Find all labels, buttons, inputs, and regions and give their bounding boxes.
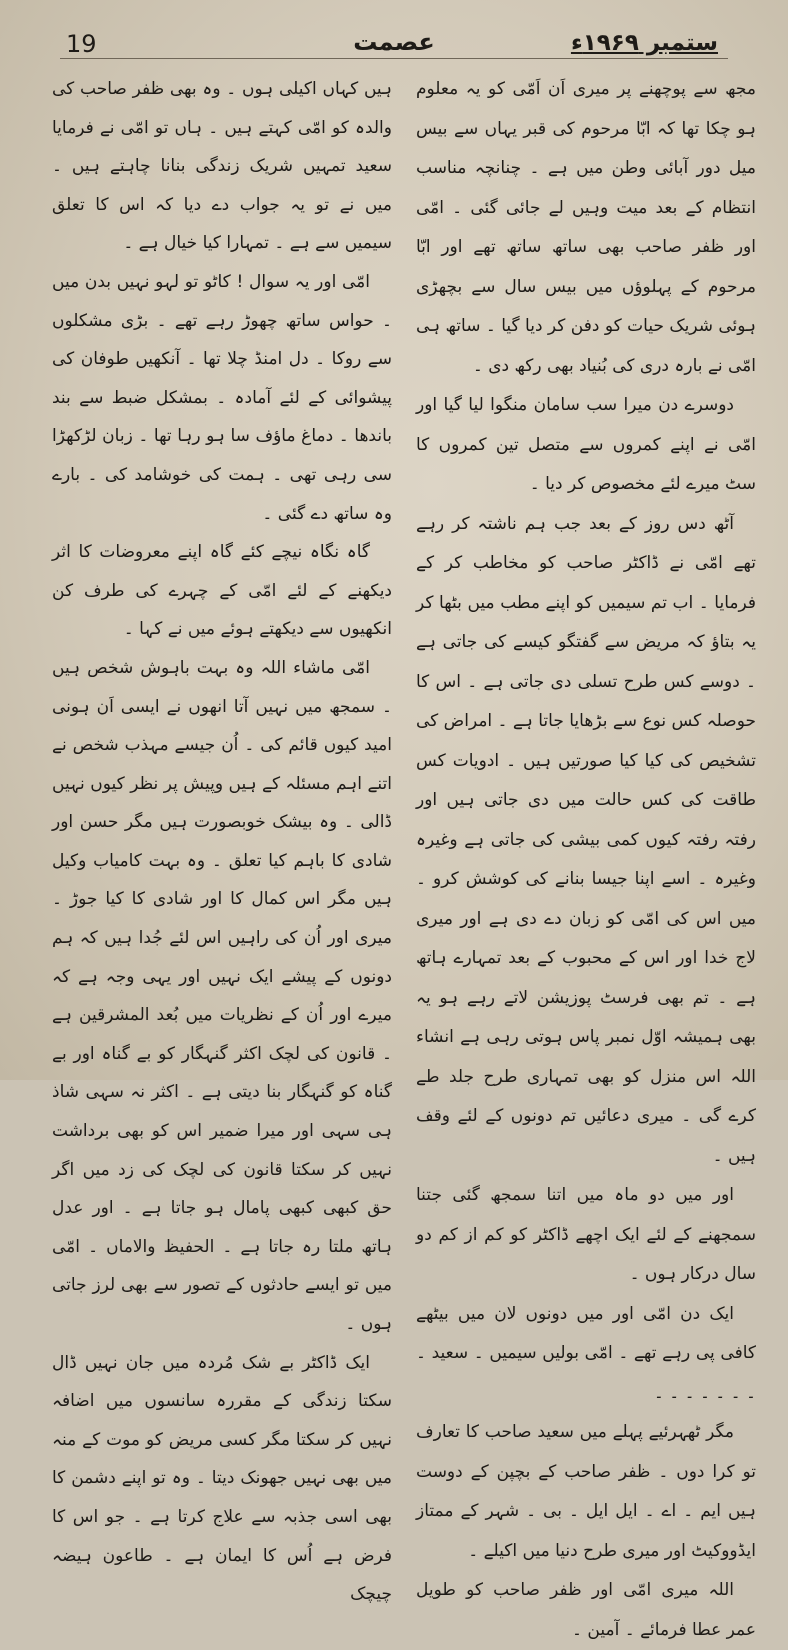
issue-date: ستمبر ۱۹۶۹ء [570, 30, 718, 56]
paragraph: ایک دن امّی اور میں دونوں لان میں بیٹھے کافی پی رہے تھے ۔ امّی بولیں سیمیں ۔ سعید ۔ ۔ ۔ ۔ ۔ ۔ ۔ ۔ [416, 1303, 756, 1403]
paragraph: ایک ڈاکٹر بے شک مُردہ میں جان نہیں ڈال سکتا زندگی کے مقررہ سانسوں میں اضافہ نہیں کر سکتا مگر کسی مریض کو موت کے منہ میں بھی نہیں جھونک دیتا ۔ وہ تو اپنے دشمن کا بھی اسی جذبہ سے علاج کرتا ہے ۔ جو اس کا فرض ہے اُس کا ایمان ہے ۔ طاعون ہیضہ چیچک [52, 1352, 392, 1605]
paragraph: امّی اور یہ سوال ! کاٹو تو لہو نہیں بدن میں ۔ حواس ساتھ چھوڑ رہے تھے ۔ بڑی مشکلوں سے روکا ۔ دل امنڈ چلا تھا ۔ آنکھیں طوفان کی پیشوائی کے لئے آمادہ ۔ بمشکل ضبط سے بند باندھا ۔ دماغ ماؤف سا ہو رہا تھا ۔ زبان لڑکھڑا سی رہی تھی ۔ ہمت کی خوشامد کی ۔ بارے وہ ساتھ دے گئی ۔ [52, 271, 392, 524]
right-column [416, 70, 756, 1650]
paragraph: مگر ٹھہرئیے پہلے میں سعید صاحب کا تعارف تو کرا دوں ۔ ظفر صاحب کے بچپن کے دوست ہیں ایم ۔ اے ۔ ایل ایل ۔ بی ۔ شہر کے ممتاز ایڈووکیٹ اور میری طرح دنیا میں اکیلے ۔ [416, 1422, 756, 1561]
paragraph: ہیں کہاں اکیلی ہوں ۔ وہ بھی ظفر صاحب کی والدہ کو امّی کہتے ہیں ۔ ہاں تو امّی نے فرمایا سعید تمہیں شریک زندگی بنانا چاہتے ہیں ۔ میں نے تو یہ جواب دے دیا کہ اس کا تعلق سیمیں سے ہے ۔ تمہارا کیا خیال ہے ۔ [52, 79, 392, 254]
paragraph: دوسرے دن میرا سب سامان منگوا لیا گیا اور امّی نے اپنے کمروں سے متصل تین کمروں کا سٹ میرے لئے مخصوص کر دیا ۔ [416, 395, 756, 494]
page-header [0, 18, 788, 62]
left-column [52, 70, 392, 1614]
header-divider [60, 58, 728, 59]
paragraph: امّی ماشاء اللہ وہ بہت باہوش شخص ہیں ۔ سمجھ میں نہیں آتا انھوں نے ایسی اَن ہونی امید کیوں قائم کی ۔ اُن جیسے مہذب شخص نے اتنے اہم مسئلہ کے ہیں وپیش پر نظر کیوں نہیں ڈالی ۔ وہ بیشک خوبصورت ہیں مگر حسن اور شادی کا باہم کیا تعلق ۔ وہ بہت کامیاب وکیل ہیں مگر اس کمال کا اور شادی کا کیا جوڑ ۔ میری اور اُن کی راہیں اس لئے جُدا ہیں کہ ہم دونوں کے پیشے ایک نہیں اور یہی وجہ ہے کہ میرے اور اُن کے نظریات میں بُعد المشرقین ہے ۔ قانون کی لچک اکثر گنہگار کو بے گناہ اور بے گناہ کو گنہگار بنا دیتی ہے ۔ اکثر نہ سہی شاذ ہی سہی اور میرا ضمیر اس کو بھی برداشت نہیں کر سکتا قانون کی لچک کی زد میں اگر حق کبھی کبھی پامال ہو جاتا ہے ۔ اور عدل ہاتھ ملتا رہ جاتا ہے ۔ الحفیظ والاماں ۔ امّی میں تو ایسے حادثوں کے تصور سے بھی لرز جاتی ہوں ۔ [52, 657, 392, 1334]
paragraph: اللہ میری امّی اور ظفر صاحب کو طویل عمر عطا فرمائے ۔ آمین ۔ [416, 1580, 756, 1640]
paragraph: گاہ نگاہ نیچے کئے گاہ اپنے معروضات کا اثر دیکھنے کے لئے امّی کے چہرے کی طرف کن انکھیوں سے دیکھتے ہوئے میں نے کہا ۔ [52, 542, 392, 640]
paragraph: آٹھ دس روز کے بعد جب ہم ناشتہ کر رہے تھے امّی نے ڈاکٹر صاحب کو مخاطب کر کے فرمایا ۔ اب تم سیمیں کو اپنے مطب میں بٹھا کر یہ بتاؤ کہ مریض سے گفتگو کیسے کی جاتی ہے ۔ دوسے کس طرح تسلی دی جاتی ہے ۔ اس کا حوصلہ کس نوع سے بڑھایا جاتا ہے ۔ امراض کی تشخیص کی کیا کیا صورتیں ہیں ۔ ادویات کس طاقت کی کس حالت میں دی جاتی ہیں اور رفتہ رفتہ کیوں کمی بیشی کی جاتی ہے وغیرہ وغیرہ ۔ اسے اپنا جیسا بنانے کی کوشش کرو ۔ میں اس کی امّی کو زبان دے دی ہے اور میری لاج خدا اور اس کے محبوب کے بعد تمہارے ہاتھ ہے ۔ تم بھی فرسٹ پوزیشن لاتے رہے ہو یہ بھی ہمیشہ اوّل نمبر پاس ہوتی رہی ہے انشاء اللہ اس منزل کو بھی تمہاری طرح جلد طے کرے گی ۔ میری دعائیں تم دونوں کے لئے وقف ہیں ۔ [416, 513, 756, 1166]
paragraph: اور میں دو ماہ میں اتنا سمجھ گئی جتنا سمجھنے کے لئے ایک اچھے ڈاکٹر کو کم از کم دو سال درکار ہوں ۔ [416, 1185, 756, 1284]
magazine-title: عصمت [353, 28, 435, 56]
page-number: 19 [66, 30, 97, 58]
paragraph: مجھ سے پوچھنے پر میری اَن اَمّی کو یہ معلوم ہو چکا تھا کہ ابّا مرحوم کی قبر یہاں سے بیس میل دور آبائی وطن میں ہے ۔ چنانچہ مناسب انتظام کے بعد میت وہیں لے جائی گئی ۔ امّی اور ظفر صاحب بھی ساتھ ساتھ تھے اور ابّا مرحوم کے پہلوؤں میں بیس سال سے بچھڑی ہوئی شریک حیات کو دفن کر دیا گیا ۔ ساتھ ہی امّی نے بارہ دری کی بُنیاد بھی رکھ دی ۔ [416, 79, 756, 376]
